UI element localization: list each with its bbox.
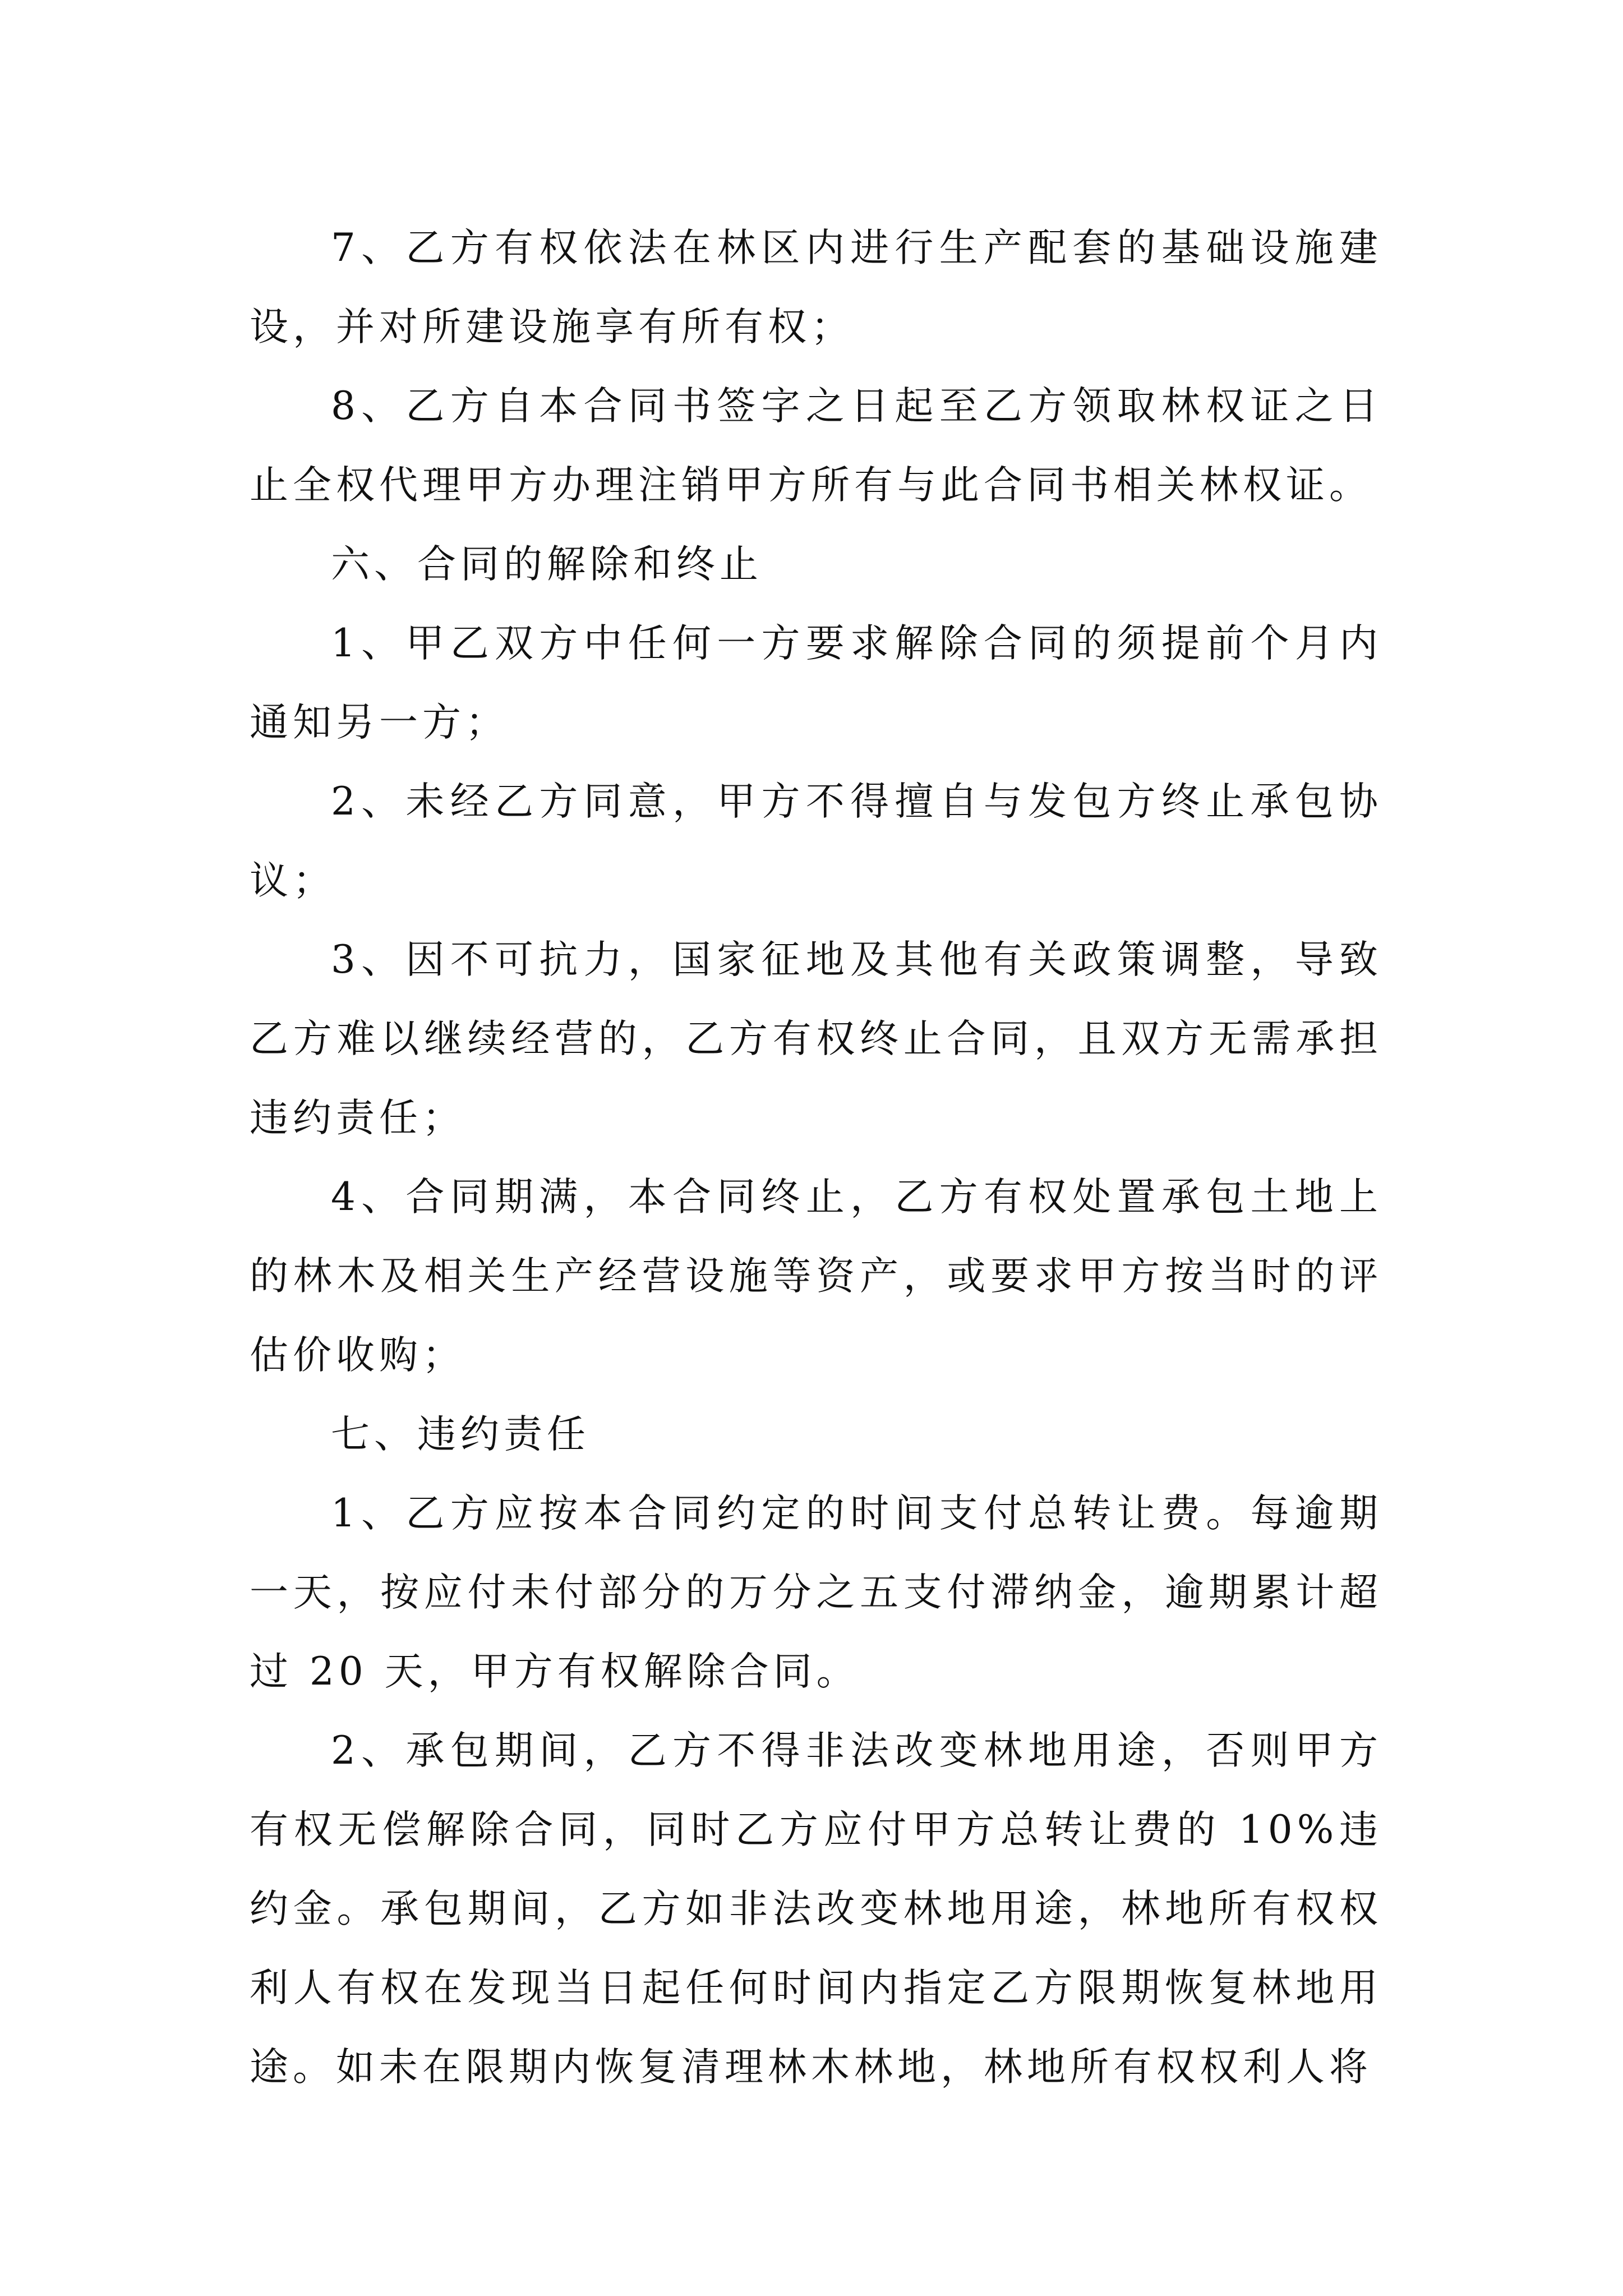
- clause-5-item-8: 8、乙方自本合同书签字之日起至乙方领取林权证之日止全权代理甲方办理注销甲方所有与此合同书相关林权证。: [250, 384, 1382, 508]
- section-heading-6: 六、合同的解除和终止: [331, 542, 763, 587]
- clause-6-item-4: 4、合同期满，本合同终止，乙方有权处置承包土地上的林木及相关生产经营设施等资产，或要求甲方按当时的评估价收购；: [250, 1175, 1382, 1378]
- clause-7-item-2: 2、承包期间，乙方不得非法改变林地用途，否则甲方有权无偿解除合同，同时乙方应付甲方总转让费的 10%违约金。承包期间，乙方如非法改变林地用途，林地所有权权利人有权在发现当日起任何时间内指定乙方限期恢复林地用途。如未在限期内恢复清理林木林地，林地所有权权利人将: [250, 1728, 1382, 2090]
- section-heading-7: 七、违约责任: [331, 1412, 590, 1457]
- clause-6-item-3: 3、因不可抗力，国家征地及其他有关政策调整，导致乙方难以继续经营的，乙方有权终止合同，且双方无需承担违约责任；: [250, 937, 1382, 1140]
- clause-7-item-1: 1、乙方应按本合同约定的时间支付总转让费。每逾期一天，按应付未付部分的万分之五支付滞纳金，逾期累计超过 20 天，甲方有权解除合同。: [250, 1491, 1382, 1694]
- clause-6-item-1: 1、甲乙双方中任何一方要求解除合同的须提前个月内通知另一方；: [250, 621, 1382, 745]
- document-body: [250, 209, 1382, 2107]
- clause-6-item-2: 2、未经乙方同意，甲方不得擅自与发包方终止承包协议；: [250, 779, 1382, 903]
- clause-5-item-7: 7、乙方有权依法在林区内进行生产配套的基础设施建设，并对所建设施享有所有权；: [250, 226, 1382, 349]
